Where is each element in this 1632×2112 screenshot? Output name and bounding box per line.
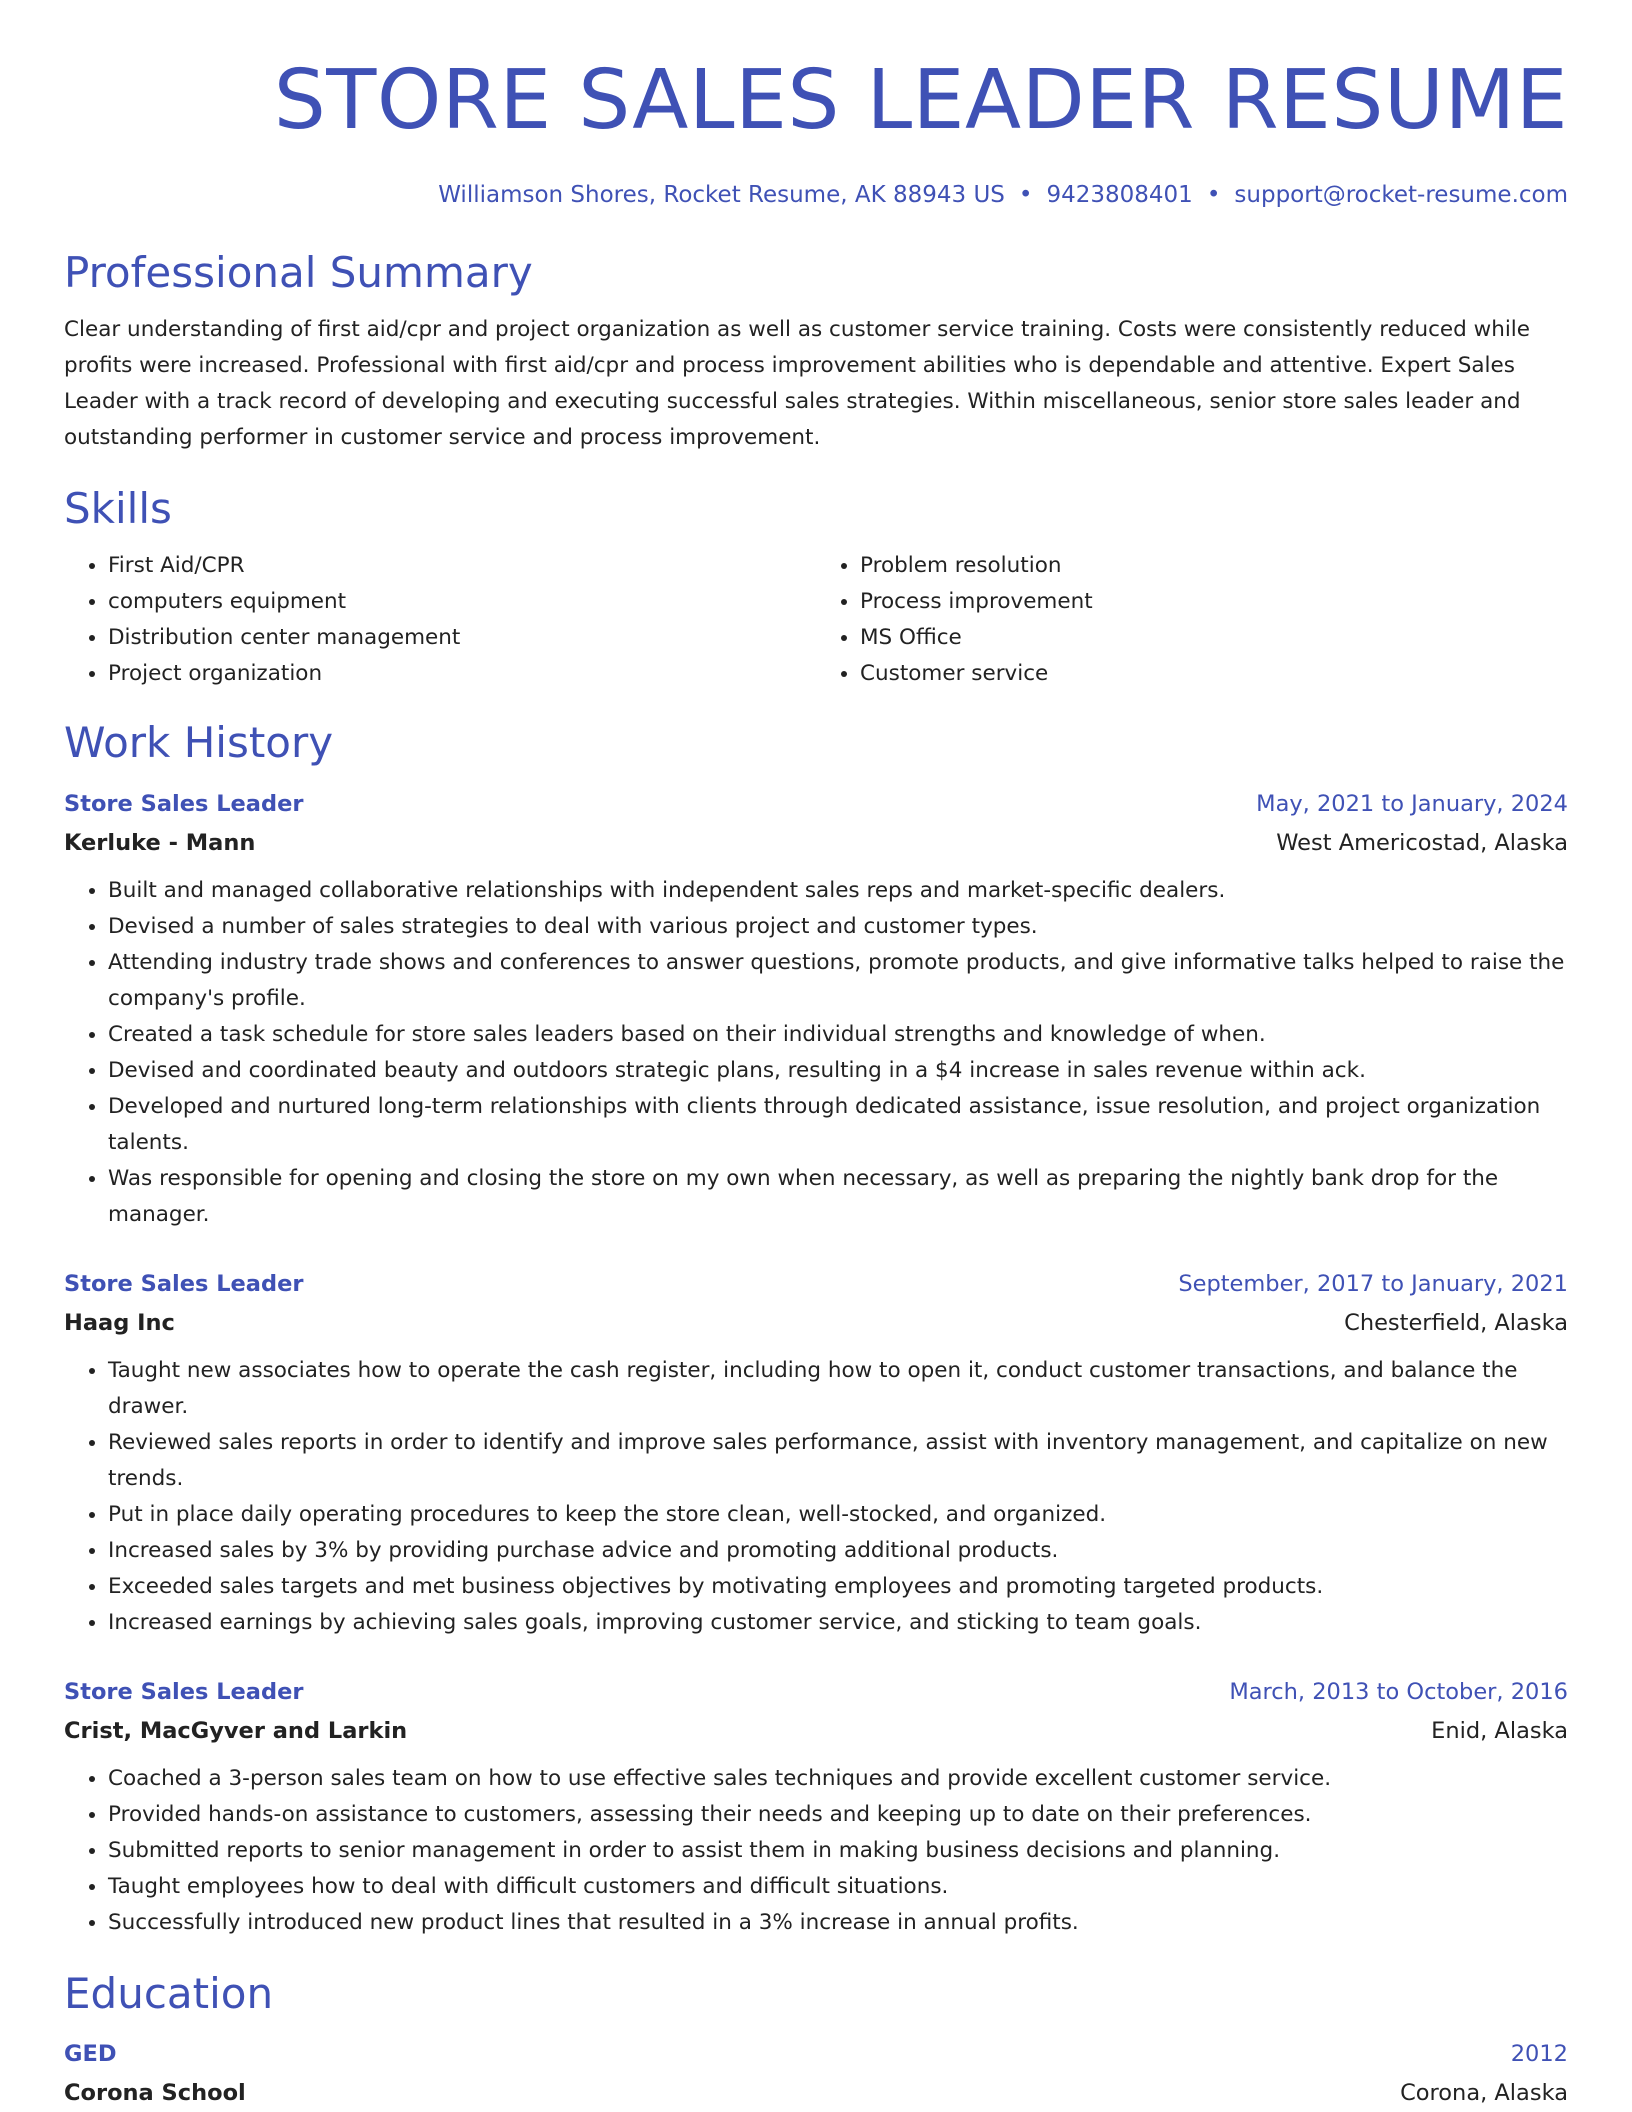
resume-title: STORE SALES LEADER RESUME: [273, 53, 1568, 148]
job-bullet: • Successfully introduced new product lines that resulted in a 3% increase in annual profits.: [108, 1905, 1568, 1941]
address-text: Williamson Shores, Rocket Resume, AK 88943 US: [438, 182, 1005, 208]
job-header-row: [64, 787, 1568, 821]
job-title: Store Sales Leader: [64, 790, 304, 817]
work-history-section: [64, 718, 1568, 1940]
skill-item: • Distribution center management: [108, 620, 816, 656]
job-bullets: [64, 873, 1568, 1233]
job-bullet: • Developed and nurtured long-term relationships with clients through dedicated assistance, issue resolution, and project organization talents.: [108, 1089, 1568, 1161]
skills-grid: [64, 548, 1568, 692]
skill-item: • Process improvement: [860, 584, 1568, 620]
skill-item: • MS Office: [860, 620, 1568, 656]
job-company: Kerluke - Mann: [64, 829, 256, 856]
skills-heading: Skills: [64, 483, 172, 533]
job-location: Chesterfield, Alaska: [1344, 1309, 1568, 1336]
education-entry: [64, 2037, 1568, 2111]
education-heading: Education: [64, 1968, 274, 2018]
job-bullet: • Taught employees how to deal with difficult customers and difficult situations.: [108, 1869, 1568, 1905]
job-entry: [64, 787, 1568, 1233]
summary-heading: Professional Summary: [64, 247, 533, 297]
job-bullet: • Provided hands-on assistance to customers, assessing their needs and keeping up to date on their preferences.: [108, 1797, 1568, 1833]
education-section: [64, 1969, 1568, 2111]
job-bullet: • Devised a number of sales strategies to deal with various project and customer types.: [108, 909, 1568, 945]
job-dates: May, 2021 to January, 2024: [1256, 790, 1568, 817]
job-company: Crist, MacGyver and Larkin: [64, 1717, 408, 1744]
email-link[interactable]: support@rocket-resume.com: [1234, 182, 1568, 208]
job-entry: [64, 1267, 1568, 1641]
job-bullet: • Devised and coordinated beauty and outdoors strategic plans, resulting in a $4 increase in sales revenue within ack.: [108, 1053, 1568, 1089]
education-location: Corona, Alaska: [1400, 2080, 1568, 2107]
job-bullet: • Reviewed sales reports in order to identify and improve sales performance, assist with inventory management, and capitalize on new trends.: [108, 1425, 1568, 1497]
job-bullet: • Exceeded sales targets and met business objectives by motivating employees and promoting targeted products.: [108, 1569, 1568, 1605]
job-bullet: • Coached a 3-person sales team on how to use effective sales techniques and provide excellent customer service.: [108, 1761, 1568, 1797]
job-bullet: • Created a task schedule for store sales leaders based on their individual strengths and knowledge of when.: [108, 1017, 1568, 1053]
skill-item: • Customer service: [860, 656, 1568, 692]
job-company-row: [64, 821, 1568, 861]
job-bullet: • Taught new associates how to operate the cash register, including how to open it, conduct customer transactions, and balance the drawer.: [108, 1353, 1568, 1425]
job-company-row: [64, 1709, 1568, 1749]
job-company-row: [64, 1301, 1568, 1341]
separator-dot: •: [1206, 182, 1221, 208]
job-bullet: • Increased sales by 3% by providing purchase advice and promoting additional products.: [108, 1533, 1568, 1569]
job-company: Haag Inc: [64, 1309, 175, 1336]
education-year: 2012: [1510, 2041, 1568, 2068]
job-header-row: [64, 1267, 1568, 1301]
job-title: Store Sales Leader: [64, 1678, 304, 1705]
skills-section: [64, 484, 1568, 692]
skill-item: • First Aid/CPR: [108, 548, 816, 584]
job-location: Enid, Alaska: [1431, 1717, 1568, 1744]
job-bullet: • Put in place daily operating procedures to keep the store clean, well-stocked, and organized.: [108, 1497, 1568, 1533]
separator-dot: •: [1018, 182, 1033, 208]
skill-item: • Problem resolution: [860, 548, 1568, 584]
resume-page: [64, 0, 1568, 2111]
job-dates: September, 2017 to January, 2021: [1178, 1270, 1568, 1297]
job-bullets: [64, 1353, 1568, 1641]
phone-text: 9423808401: [1046, 182, 1193, 208]
education-school-row: [64, 2071, 1568, 2111]
job-bullets: [64, 1761, 1568, 1941]
contact-line: [64, 182, 1568, 210]
job-entry: [64, 1675, 1568, 1941]
summary-section: [64, 248, 1568, 456]
job-bullet: • Submitted reports to senior management in order to assist them in making business decisions and planning.: [108, 1833, 1568, 1869]
education-school: Corona School: [64, 2080, 246, 2107]
education-degree: GED: [64, 2041, 117, 2068]
skill-item: • computers equipment: [108, 584, 816, 620]
work-history-heading: Work History: [64, 718, 334, 768]
summary-text: Clear understanding of first aid/cpr and project organization as well as customer service training. Costs were consistently reduced while profits were increased. Professional with first aid/cpr and process improvement abilities who is dependable and attentive. Expert Sales Leader with a track record of developing and executing successful sales strategies. Within miscellaneous, senior store sales leader and outstanding performer in customer service and process improvement.: [64, 316, 1531, 450]
job-bullet: • Attending industry trade shows and conferences to answer questions, promote products, and give informative talks helped to raise the company's profile.: [108, 945, 1568, 1017]
job-location: West Americostad, Alaska: [1276, 829, 1568, 856]
skill-item: • Project organization: [108, 656, 816, 692]
job-header-row: [64, 1675, 1568, 1709]
skills-list-left: [64, 548, 816, 692]
job-bullet: • Increased earnings by achieving sales goals, improving customer service, and sticking to team goals.: [108, 1605, 1568, 1641]
job-bullet: • Built and managed collaborative relationships with independent sales reps and market-specific dealers.: [108, 873, 1568, 909]
skills-list-right: [816, 548, 1568, 692]
job-dates: March, 2013 to October, 2016: [1229, 1678, 1568, 1705]
education-header-row: [64, 2037, 1568, 2071]
job-bullet: • Was responsible for opening and closing the store on my own when necessary, as well as preparing the nightly bank drop for the manager.: [108, 1161, 1568, 1233]
job-title: Store Sales Leader: [64, 1270, 304, 1297]
